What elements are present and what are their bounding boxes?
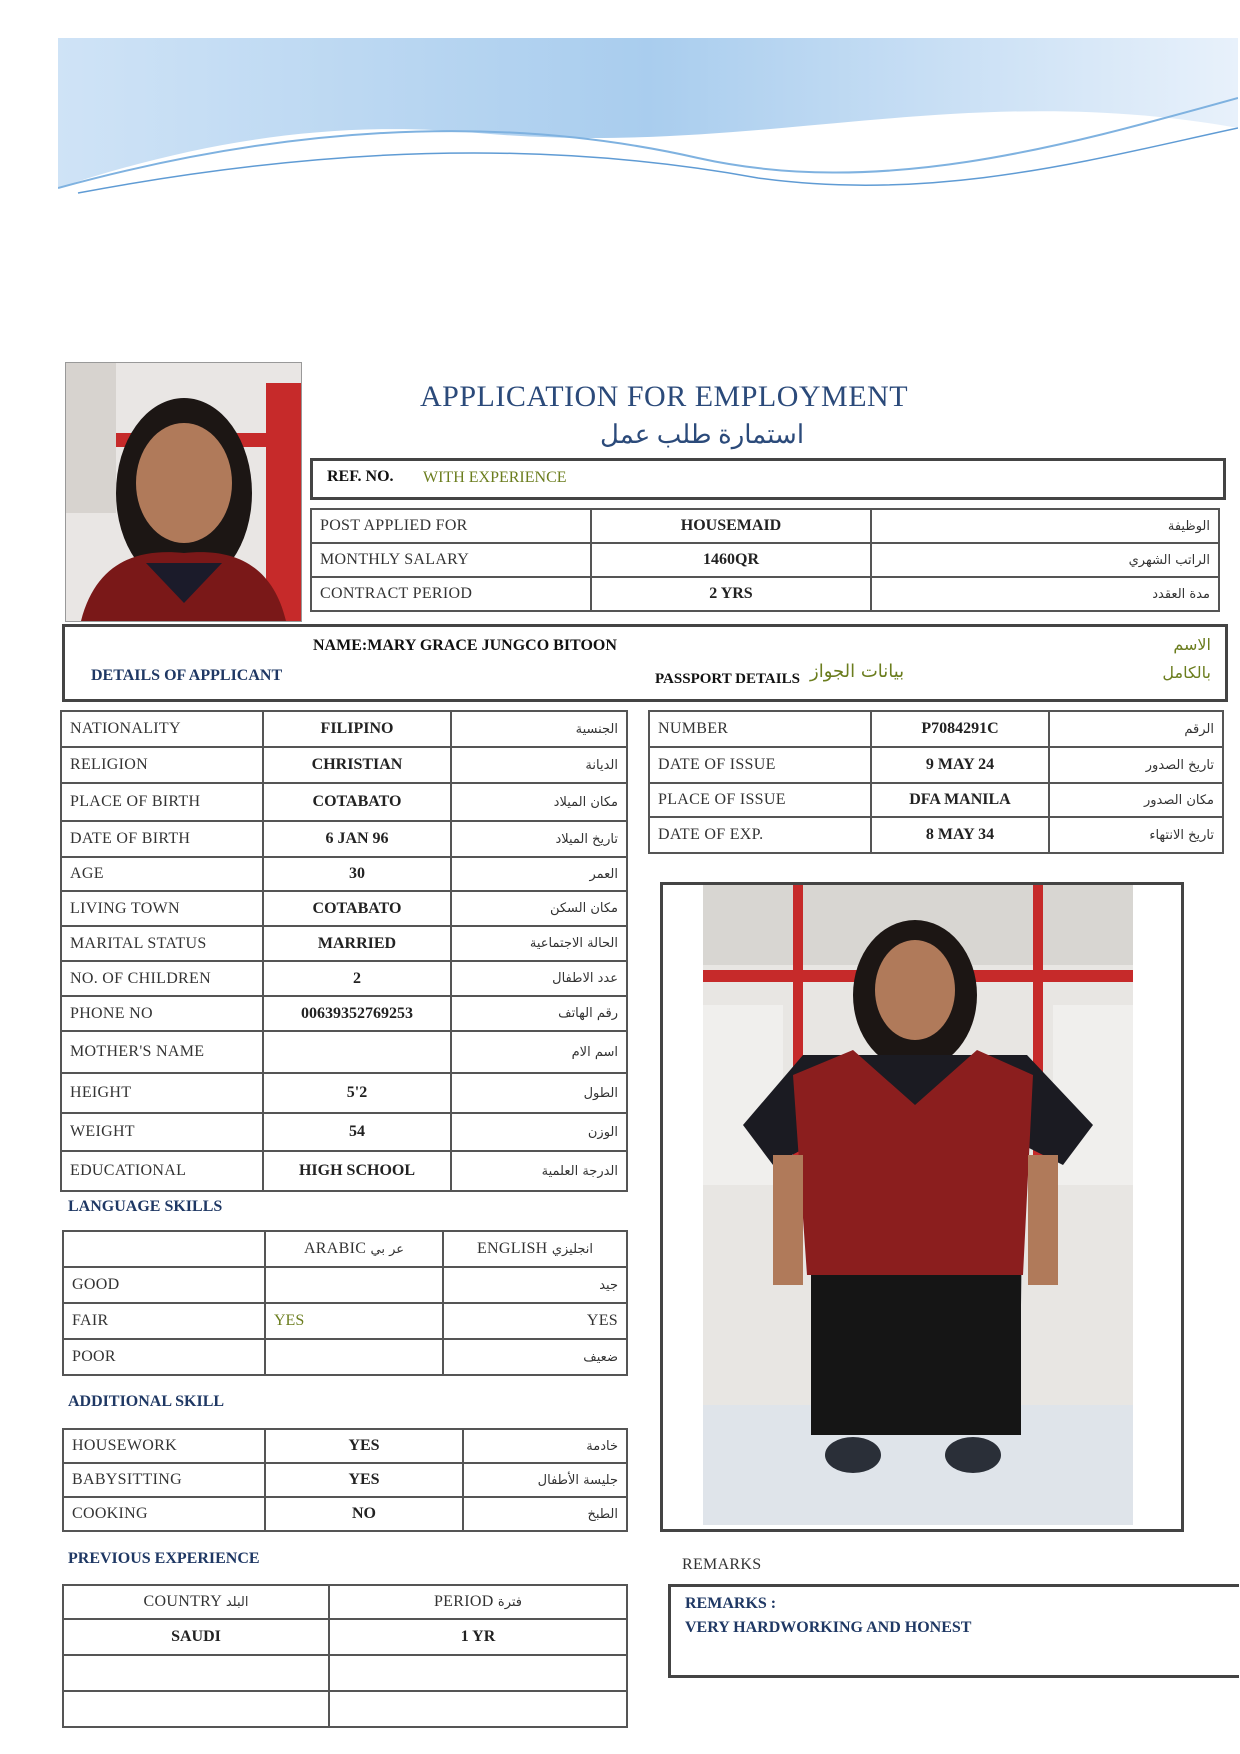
experience-row — [63, 1619, 627, 1655]
language-col-arabic-label: ARABIC — [303, 1240, 367, 1257]
applicant-name: NAME:MARY GRACE JUNGCO BITOON — [313, 637, 617, 654]
language-col-arabic-ar: عر بي — [370, 1242, 405, 1257]
applicant-label-ar: الوزن — [451, 1113, 627, 1151]
applicant-value: 2 — [263, 961, 451, 996]
applicant-label: PHONE NO — [61, 996, 263, 1031]
experience-row-empty — [63, 1691, 627, 1727]
passport-label-ar: مكان الصدور — [1049, 783, 1223, 817]
passport-value: DFA MANILA — [871, 783, 1049, 817]
applicant-row — [61, 961, 627, 996]
passport-value: 8 MAY 34 — [871, 817, 1049, 853]
post-row — [311, 577, 1219, 611]
applicant-label-ar: العمر — [451, 857, 627, 891]
experience-col-country — [63, 1585, 329, 1619]
experience-period-empty — [329, 1691, 627, 1727]
applicant-label: LIVING TOWN — [61, 891, 263, 926]
applicant-label: HEIGHT — [61, 1073, 263, 1113]
experience-header-row — [63, 1585, 627, 1619]
skill-label: BABYSITTING — [63, 1463, 265, 1497]
passport-details-heading: PASSPORT DETAILS — [655, 671, 800, 687]
header-wave-banner — [58, 38, 1238, 203]
applicant-label-ar: الديانة — [451, 747, 627, 783]
language-skills-table — [62, 1230, 628, 1376]
applicant-label-ar: الحالة الاجتماعية — [451, 926, 627, 961]
applicant-value: 00639352769253 — [263, 996, 451, 1031]
applicant-value: 30 — [263, 857, 451, 891]
language-skills-heading: LANGUAGE SKILLS — [68, 1198, 223, 1215]
applicant-row — [61, 1113, 627, 1151]
applicant-value: 6 JAN 96 — [263, 821, 451, 857]
language-row — [63, 1339, 627, 1375]
applicant-value: 5'2 — [263, 1073, 451, 1113]
applicant-row — [61, 996, 627, 1031]
page-title-arabic: استمارة طلب عمل — [600, 420, 805, 449]
applicant-value: COTABATO — [263, 891, 451, 926]
passport-label-ar: تاريخ الصدور — [1049, 747, 1223, 783]
passport-details-heading-ar: بيانات الجواز — [810, 661, 905, 682]
remarks-box — [668, 1584, 1239, 1678]
skill-value: YES — [265, 1463, 463, 1497]
applicant-label: PLACE OF BIRTH — [61, 783, 263, 821]
language-header-row — [63, 1231, 627, 1267]
post-value: 2 YRS — [591, 577, 871, 611]
applicant-row — [61, 1073, 627, 1113]
experience-country-empty — [63, 1691, 329, 1727]
passport-row — [649, 817, 1223, 853]
language-header-blank — [63, 1231, 265, 1267]
applicant-label: NATIONALITY — [61, 711, 263, 747]
language-english-value: YES — [443, 1303, 627, 1339]
passport-label: DATE OF ISSUE — [649, 747, 871, 783]
skill-row — [63, 1429, 627, 1463]
additional-skill-heading: ADDITIONAL SKILL — [68, 1393, 225, 1410]
post-label: POST APPLIED FOR — [311, 509, 591, 543]
skill-label: COOKING — [63, 1497, 265, 1531]
full-body-photo-frame — [660, 882, 1184, 1532]
experience-period: 1 YR — [329, 1619, 627, 1655]
applicant-row — [61, 891, 627, 926]
experience-col-period-label: PERIOD — [433, 1593, 494, 1610]
passport-label: NUMBER — [649, 711, 871, 747]
experience-country-empty — [63, 1655, 329, 1691]
experience-col-period-ar: فترة — [497, 1595, 523, 1610]
applicant-label-ar: الدرجة العلمية — [451, 1151, 627, 1191]
remarks-text: VERY HARDWORKING AND HONEST — [685, 1619, 972, 1636]
skill-row — [63, 1497, 627, 1531]
applicant-label-ar: مكان الميلاد — [451, 783, 627, 821]
applicant-row — [61, 926, 627, 961]
applicant-label: WEIGHT — [61, 1113, 263, 1151]
applicant-label: MARITAL STATUS — [61, 926, 263, 961]
applicant-value: CHRISTIAN — [263, 747, 451, 783]
language-row — [63, 1267, 627, 1303]
skill-label-ar: جليسة الأطفال — [463, 1463, 627, 1497]
experience-col-period — [329, 1585, 627, 1619]
previous-experience-heading: PREVIOUS EXPERIENCE — [68, 1550, 260, 1567]
applicant-value: FILIPINO — [263, 711, 451, 747]
experience-col-country-label: COUNTRY — [143, 1593, 222, 1610]
passport-row — [649, 783, 1223, 817]
applicant-label-ar: رقم الهاتف — [451, 996, 627, 1031]
passport-label-ar: الرقم — [1049, 711, 1223, 747]
page-title: APPLICATION FOR EMPLOYMENT — [420, 380, 909, 413]
language-col-english-ar: انجليزي — [551, 1242, 594, 1257]
post-label: CONTRACT PERIOD — [311, 577, 591, 611]
applicant-row — [61, 747, 627, 783]
experience-country: SAUDI — [63, 1619, 329, 1655]
remarks-label: REMARKS : — [685, 1595, 777, 1612]
post-label: MONTHLY SALARY — [311, 543, 591, 577]
post-label-ar: مدة العقدد — [871, 577, 1219, 611]
skill-label-ar: خادمة — [463, 1429, 627, 1463]
applicant-value: HIGH SCHOOL — [263, 1151, 451, 1191]
applicant-label-ar: الجنسية — [451, 711, 627, 747]
applicant-label: AGE — [61, 857, 263, 891]
language-level: GOOD — [63, 1267, 265, 1303]
applicant-value: MARRIED — [263, 926, 451, 961]
passport-row — [649, 747, 1223, 783]
applicant-row — [61, 1031, 627, 1073]
language-row — [63, 1303, 627, 1339]
applicant-label-ar: تاريخ الميلاد — [451, 821, 627, 857]
skill-value: NO — [265, 1497, 463, 1531]
ref-label: REF. NO. — [327, 468, 394, 485]
applicant-row — [61, 711, 627, 747]
post-value: 1460QR — [591, 543, 871, 577]
experience-col-country-ar: البلد — [225, 1595, 249, 1610]
name-label-ar-2: بالكامل — [1162, 663, 1211, 682]
post-table — [310, 508, 1220, 612]
applicant-row — [61, 821, 627, 857]
applicant-portrait-photo — [65, 362, 302, 622]
applicant-value: COTABATO — [263, 783, 451, 821]
applicant-label: MOTHER'S NAME — [61, 1031, 263, 1073]
additional-skill-table — [62, 1428, 628, 1532]
language-col-english-label: ENGLISH — [476, 1240, 548, 1257]
language-arabic-value: YES — [265, 1303, 443, 1339]
passport-row — [649, 711, 1223, 747]
passport-value: 9 MAY 24 — [871, 747, 1049, 783]
details-of-applicant-heading: DETAILS OF APPLICANT — [91, 667, 283, 684]
skill-value: YES — [265, 1429, 463, 1463]
skill-label-ar: الطبخ — [463, 1497, 627, 1531]
post-value: HOUSEMAID — [591, 509, 871, 543]
language-level: FAIR — [63, 1303, 265, 1339]
applicant-details-table — [60, 710, 628, 1192]
skill-row — [63, 1463, 627, 1497]
applicant-row — [61, 1151, 627, 1191]
ref-number-box — [310, 458, 1226, 500]
name-bar — [62, 624, 1228, 702]
language-level: POOR — [63, 1339, 265, 1375]
language-english-value: ضعيف — [443, 1339, 627, 1375]
name-label-ar-1: الاسم — [1173, 635, 1211, 654]
ref-value: WITH EXPERIENCE — [423, 469, 567, 486]
passport-label-ar: تاريخ الانتهاء — [1049, 817, 1223, 853]
applicant-label-ar: الطول — [451, 1073, 627, 1113]
applicant-label-ar: عدد الاطفال — [451, 961, 627, 996]
post-label-ar: الراتب الشهري — [871, 543, 1219, 577]
language-col-english — [443, 1231, 627, 1267]
applicant-full-body-photo — [703, 885, 1133, 1525]
previous-experience-table — [62, 1584, 628, 1728]
skill-label: HOUSEWORK — [63, 1429, 265, 1463]
applicant-row — [61, 783, 627, 821]
passport-table — [648, 710, 1224, 854]
experience-period-empty — [329, 1655, 627, 1691]
post-row — [311, 509, 1219, 543]
passport-label: DATE OF EXP. — [649, 817, 871, 853]
passport-label: PLACE OF ISSUE — [649, 783, 871, 817]
applicant-label: NO. OF CHILDREN — [61, 961, 263, 996]
language-col-arabic — [265, 1231, 443, 1267]
language-arabic-value — [265, 1339, 443, 1375]
applicant-label: DATE OF BIRTH — [61, 821, 263, 857]
remarks-heading: REMARKS — [682, 1556, 762, 1573]
applicant-row — [61, 857, 627, 891]
post-label-ar: الوظيفة — [871, 509, 1219, 543]
experience-row-empty — [63, 1655, 627, 1691]
applicant-label: RELIGION — [61, 747, 263, 783]
language-arabic-value — [265, 1267, 443, 1303]
applicant-label-ar: مكان السكن — [451, 891, 627, 926]
applicant-value: 54 — [263, 1113, 451, 1151]
applicant-label-ar: اسم الام — [451, 1031, 627, 1073]
post-row — [311, 543, 1219, 577]
applicant-value — [263, 1031, 451, 1073]
passport-value: P7084291C — [871, 711, 1049, 747]
applicant-label: EDUCATIONAL — [61, 1151, 263, 1191]
language-english-value: جيد — [443, 1267, 627, 1303]
